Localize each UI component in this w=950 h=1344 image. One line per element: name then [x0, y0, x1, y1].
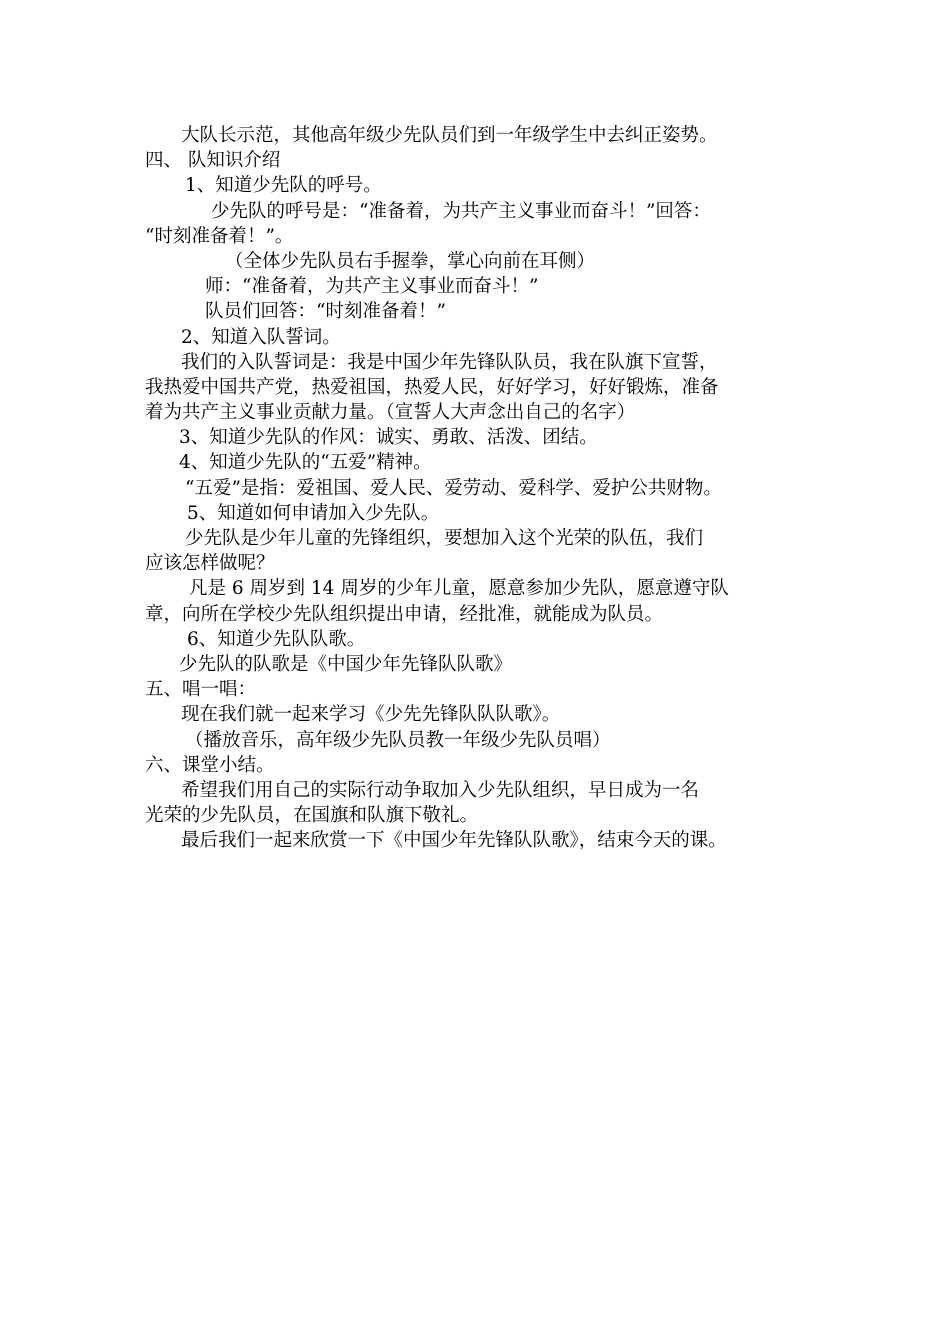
section-heading: 五、唱一唱： — [145, 679, 257, 701]
item-heading: 2、知道入队誓词。 — [181, 326, 341, 348]
item-heading: 4、知道少先队的“五爱”精神。 — [179, 452, 432, 474]
paragraph-line: 凡是 6 周岁到 14 周岁的少年儿童，愿意参加少先队，愿意遵守队 — [189, 578, 729, 600]
section-heading: 四、 队知识介绍 — [145, 150, 281, 172]
item-heading: 5、知道如何申请加入少先队。 — [187, 502, 440, 524]
paragraph-line: 少先队的队歌是《中国少年先锋队队歌》 — [179, 653, 513, 675]
paragraph-line: 现在我们就一起来学习《少先先锋队队队歌》。 — [181, 704, 561, 726]
paragraph-line: 章，向所在学校少先队组织提出申请，经批准，就能成为队员。 — [145, 603, 664, 625]
paragraph-line: 队员们回答：“时刻准备着！” — [205, 301, 446, 323]
paragraph-line: 最后我们一起来欣赏一下《中国少年先锋队队歌》，结束今天的课。 — [181, 830, 727, 852]
paragraph-line: （全体少先队员右手握拳，掌心向前在耳侧） — [225, 250, 596, 272]
paragraph-line: （播放音乐，高年级少先队员教一年级少先队员唱） — [185, 729, 611, 751]
paragraph-line: 我热爱中国共产党，热爱祖国，热爱人民，好好学习，好好锻炼，准备 — [145, 376, 719, 398]
paragraph-line: 少先队是少年儿童的先锋组织，要想加入这个光荣的队伍，我们 — [185, 528, 704, 549]
item-heading: 1、知道少先队的呼号。 — [185, 175, 382, 197]
paragraph-line: “时刻准备着！”。 — [145, 225, 294, 247]
paragraph-line: 少先队的呼号是：“准备着，为共产主义事业而奋斗！”回答： — [211, 200, 711, 222]
paragraph-line: 光荣的少先队员，在国旗和队旗下敬礼。 — [145, 805, 479, 827]
paragraph-line: 师：“准备着，为共产主义事业而奋斗！” — [205, 276, 539, 298]
section-heading: 六、课堂小结。 — [145, 754, 275, 776]
paragraph-line: “五爱”是指：爱祖国、爱人民、爱劳动、爱科学、爱护公共财物。 — [185, 477, 722, 499]
paragraph-line: 大队长示范，其他高年级少先队员们到一年级学生中去纠正姿势。 — [181, 125, 718, 146]
paragraph-line: 希望我们用自己的实际行动争取加入少先队组织，早日成为一名 — [181, 779, 700, 801]
item-heading: 3、知道少先队的作风：诚实、勇敢、活泼、团结。 — [179, 427, 598, 449]
document-body — [145, 123, 825, 853]
item-heading: 6、知道少先队队歌。 — [187, 628, 366, 650]
paragraph-line: 着为共产主义事业贡献力量。（宣誓人大声念出自己的名字） — [145, 402, 636, 424]
paragraph-line: 我们的入队誓词是：我是中国少年先锋队队员，我在队旗下宣誓， — [181, 351, 718, 373]
paragraph-line: 应该怎样做呢？ — [145, 553, 275, 575]
